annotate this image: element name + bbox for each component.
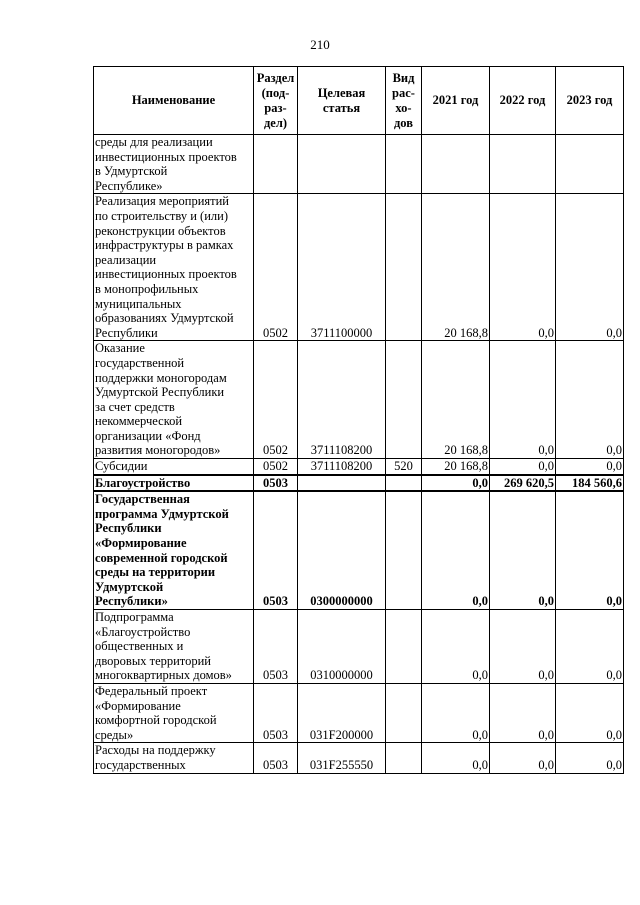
name-line: Республики (95, 325, 158, 340)
header-name: Наименование (94, 67, 254, 135)
row-section: 0502 (254, 194, 298, 341)
name-line: Оказание (95, 341, 145, 356)
header-expense-line: хо- (395, 100, 412, 115)
row-section: 0503 (254, 491, 298, 609)
row-name (94, 194, 254, 341)
row-section: 0503 (254, 475, 298, 492)
header-row (94, 67, 624, 135)
row-2021: 0,0 (422, 475, 490, 492)
name-line: Республики (95, 521, 162, 536)
row-target (298, 135, 386, 194)
name-line: Субсидии (95, 459, 148, 474)
name-line: дворовых территорий (95, 653, 211, 668)
name-line: «Формирование (95, 536, 187, 551)
name-line: «Благоустройство (95, 624, 191, 639)
row-expense (386, 491, 422, 609)
header-expense-line: Вид (392, 70, 415, 85)
name-line: Федеральный проект (95, 683, 208, 698)
table-row (94, 475, 624, 492)
name-line: по строительству и (или) (95, 208, 228, 223)
table-row (94, 194, 624, 341)
row-2023: 184 560,6 (556, 475, 624, 492)
name-line: программа Удмуртской (95, 506, 229, 521)
name-line: Удмуртской (95, 579, 164, 594)
row-target: 0310000000 (298, 610, 386, 684)
name-line: комфортной городской (95, 713, 217, 728)
table-row (94, 341, 624, 459)
row-name (94, 683, 254, 742)
name-line: многоквартирных домов» (95, 668, 232, 683)
name-line: организации «Фонд (95, 428, 201, 443)
name-line: Удмуртской Республики (95, 385, 225, 400)
name-line: государственной (95, 355, 185, 370)
row-expense (386, 194, 422, 341)
header-section-line: (под- (261, 85, 290, 100)
name-line: среды» (95, 727, 134, 742)
row-2022: 0,0 (490, 683, 556, 742)
row-expense (386, 475, 422, 492)
row-section: 0502 (254, 459, 298, 475)
table-row (94, 743, 624, 773)
name-line: инфраструктуры в рамках (95, 238, 234, 253)
row-2023: 0,0 (556, 491, 624, 609)
row-2022: 0,0 (490, 341, 556, 459)
name-line: реконструкции объектов (95, 223, 226, 238)
name-line: общественных и (95, 639, 184, 654)
row-expense (386, 135, 422, 194)
table-row (94, 491, 624, 609)
header-section-line: Раздел (256, 70, 295, 85)
row-name (94, 341, 254, 459)
row-2023: 0,0 (556, 194, 624, 341)
name-line: Благоустройство (95, 475, 191, 490)
row-name (94, 135, 254, 194)
row-2022 (490, 135, 556, 194)
row-expense: 520 (386, 459, 422, 475)
header-expense-line: рас- (392, 85, 415, 100)
table-row (94, 610, 624, 684)
row-2022: 0,0 (490, 194, 556, 341)
header-target (298, 67, 386, 135)
row-section (254, 135, 298, 194)
name-line: Подпрограмма (95, 610, 174, 624)
row-name (94, 743, 254, 773)
row-expense (386, 683, 422, 742)
table-row (94, 135, 624, 194)
name-line: муниципальных (95, 296, 182, 311)
name-line: развития моногородов» (95, 443, 221, 458)
name-line: Государственная (95, 492, 190, 507)
row-expense (386, 743, 422, 773)
row-section: 0503 (254, 683, 298, 742)
row-target: 031F255550 (298, 743, 386, 773)
header-section-line: дел) (263, 115, 288, 130)
header-expense (386, 67, 422, 135)
row-2022: 0,0 (490, 491, 556, 609)
name-line: поддержки моногородам (95, 370, 227, 385)
table-row (94, 459, 624, 475)
name-line: современной городской (95, 550, 228, 565)
row-2022: 0,0 (490, 459, 556, 475)
row-2021: 0,0 (422, 491, 490, 609)
row-2021: 0,0 (422, 743, 490, 773)
row-expense (386, 610, 422, 684)
name-line: реализации (95, 252, 157, 267)
row-2023: 0,0 (556, 610, 624, 684)
name-line: некоммерческой (95, 414, 183, 429)
row-name (94, 459, 254, 475)
row-section: 0503 (254, 610, 298, 684)
header-year-2022: 2022 год (490, 67, 556, 135)
name-line: Реализация мероприятий (95, 194, 229, 209)
row-target: 3711108200 (298, 459, 386, 475)
name-line: инвестиционных проектов (95, 149, 237, 164)
row-2022: 0,0 (490, 743, 556, 773)
row-2021 (422, 135, 490, 194)
name-line: государственных (95, 757, 186, 772)
header-section (254, 67, 298, 135)
row-target: 031F200000 (298, 683, 386, 742)
row-2022: 269 620,5 (490, 475, 556, 492)
row-2021: 0,0 (422, 683, 490, 742)
name-line: среды на территории (95, 565, 216, 580)
name-line: среды для реализации (95, 135, 213, 149)
name-line: Республики» (95, 594, 168, 609)
name-line: «Формирование (95, 698, 181, 713)
budget-table (93, 66, 624, 774)
row-2021: 20 168,8 (422, 194, 490, 341)
row-2021: 20 168,8 (422, 341, 490, 459)
name-line: за счет средств (95, 399, 175, 414)
row-expense (386, 341, 422, 459)
header-expense-line: дов (393, 115, 413, 130)
header-target-line: Целевая (317, 85, 366, 100)
page-number: 210 (310, 37, 330, 52)
row-2023: 0,0 (556, 683, 624, 742)
name-line: в монопрофильных (95, 281, 199, 296)
row-section: 0502 (254, 341, 298, 459)
header-year-2023: 2023 год (556, 67, 624, 135)
row-2022: 0,0 (490, 610, 556, 684)
header-section-line: раз- (264, 100, 287, 115)
row-target: 3711108200 (298, 341, 386, 459)
row-section: 0503 (254, 743, 298, 773)
row-target (298, 475, 386, 492)
name-line: образованиях Удмуртской (95, 311, 234, 326)
row-2023 (556, 135, 624, 194)
row-2021: 0,0 (422, 610, 490, 684)
row-2023: 0,0 (556, 341, 624, 459)
row-target: 3711100000 (298, 194, 386, 341)
row-name (94, 491, 254, 609)
row-2023: 0,0 (556, 743, 624, 773)
row-2023: 0,0 (556, 459, 624, 475)
row-name (94, 475, 254, 492)
header-year-2021: 2021 год (422, 67, 490, 135)
row-2021: 20 168,8 (422, 459, 490, 475)
header-target-line: статья (322, 100, 361, 115)
name-line: Республике» (95, 178, 163, 193)
name-line: в Удмуртской (95, 164, 168, 179)
name-line: инвестиционных проектов (95, 267, 237, 282)
table-row (94, 683, 624, 742)
row-target: 0300000000 (298, 491, 386, 609)
row-name (94, 610, 254, 684)
name-line: Расходы на поддержку (95, 743, 216, 758)
